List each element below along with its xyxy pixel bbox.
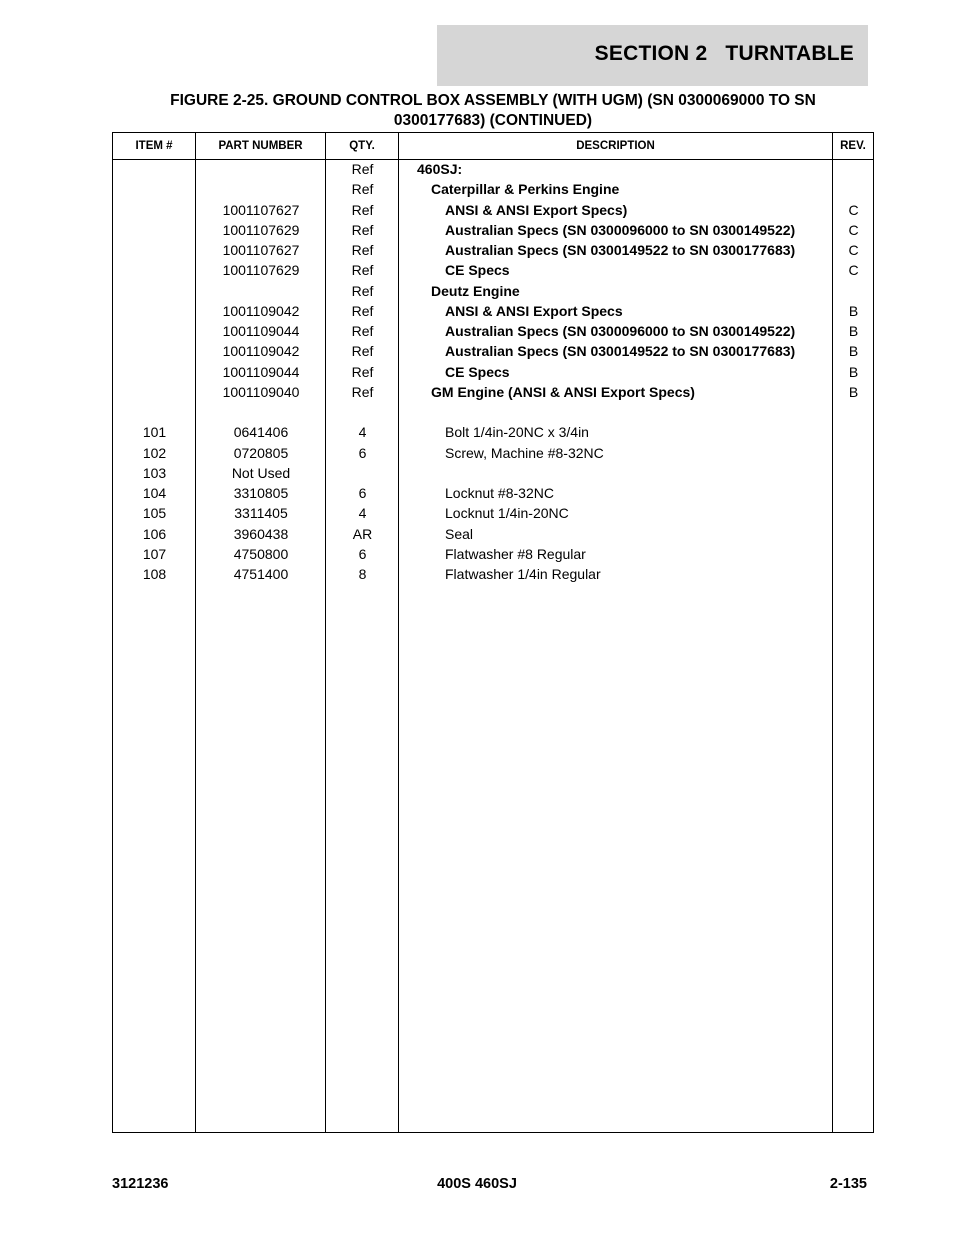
quantity: 6: [358, 485, 367, 501]
description: CE Specs: [445, 262, 510, 279]
description: Australian Specs (SN 0300096000 to SN 0300149522): [445, 221, 796, 238]
part-number: 1001109044: [222, 363, 300, 380]
table-row: [113, 200, 873, 220]
table-row: [113, 220, 873, 240]
table-row: [113, 402, 873, 422]
quantity: 4: [358, 505, 367, 522]
description: ANSI & ANSI Export Specs): [445, 201, 628, 218]
table-row: [113, 422, 873, 442]
item-number: 105: [142, 505, 167, 522]
part-number: Not Used: [231, 464, 291, 481]
revision: B: [848, 343, 859, 360]
revision: B: [848, 383, 859, 400]
table-row: [113, 524, 873, 544]
table-row: [113, 281, 873, 301]
revision: C: [848, 242, 859, 258]
quantity: 4: [358, 424, 367, 441]
column-header-part-number: PART NUMBER: [218, 140, 303, 152]
figure-title-line-2: 0300177683) (CONTINUED): [393, 112, 593, 129]
table-row: [113, 463, 873, 483]
description: Flatwasher 1/4in Regular: [445, 566, 601, 582]
section-title: SECTION 2 TURNTABLE: [594, 42, 854, 65]
part-number: 1001107627: [222, 242, 300, 258]
quantity: Ref: [351, 161, 374, 177]
column-header-item: ITEM #: [135, 140, 173, 152]
item-number: 106: [142, 525, 167, 542]
table-row: [113, 564, 873, 584]
description: Bolt 1/4in-20NC x 3/4in: [445, 424, 589, 441]
table-row: [113, 483, 873, 503]
parts-table: [112, 132, 874, 1133]
table-row: [113, 240, 873, 260]
description: Australian Specs (SN 0300149522 to SN 0300177683): [445, 343, 796, 360]
part-number: 1001107629: [222, 262, 300, 279]
part-number: 1001107629: [222, 221, 300, 238]
quantity: Ref: [351, 181, 374, 198]
description: Flatwasher #8 Regular: [445, 545, 586, 562]
section-banner: [437, 25, 868, 86]
quantity: 6: [358, 545, 367, 562]
description: Caterpillar & Perkins Engine: [431, 181, 620, 198]
part-number: 1001109044: [222, 323, 300, 339]
table-row: [113, 341, 873, 361]
table-row: [113, 443, 873, 463]
table-row: [113, 321, 873, 341]
description: Locknut 1/4in-20NC: [445, 505, 569, 522]
quantity: Ref: [351, 201, 374, 218]
description: Australian Specs (SN 0300149522 to SN 0300177683): [445, 242, 796, 258]
description: CE Specs: [445, 363, 510, 380]
part-number: 4750800: [233, 545, 289, 562]
quantity: Ref: [351, 262, 374, 279]
description: ANSI & ANSI Export Specs: [445, 302, 623, 319]
part-number: 0720805: [233, 444, 289, 461]
table-row: [113, 382, 873, 402]
table-row: [113, 301, 873, 321]
description: Seal: [445, 525, 474, 542]
description: Deutz Engine: [431, 282, 520, 299]
part-number: 1001109042: [222, 302, 300, 319]
description: Australian Specs (SN 0300096000 to SN 0300149522): [445, 323, 796, 339]
figure-title: [112, 91, 874, 131]
item-number: 102: [142, 444, 167, 461]
item-number: 107: [142, 545, 167, 562]
figure-title-line-1: FIGURE 2-25. GROUND CONTROL BOX ASSEMBLY (WITH UGM) (SN 0300069000 TO SN: [170, 92, 816, 109]
revision: C: [848, 221, 859, 238]
quantity: Ref: [351, 302, 374, 319]
revision: B: [848, 302, 859, 319]
column-header-description: DESCRIPTION: [576, 140, 655, 152]
table-row: [113, 503, 873, 523]
quantity: Ref: [351, 343, 374, 360]
part-number: 3960438: [233, 525, 289, 542]
part-number: 0641406: [233, 424, 289, 441]
quantity: Ref: [351, 323, 374, 339]
part-number: 1001107627: [222, 201, 300, 218]
quantity: AR: [352, 525, 373, 542]
part-number: 1001109042: [222, 343, 300, 360]
table-body: [113, 159, 873, 584]
footer-doc-number: 3121236: [112, 1176, 169, 1192]
item-number: 108: [142, 566, 167, 582]
table-row: [113, 544, 873, 564]
revision: C: [848, 201, 859, 218]
item-number: 101: [142, 424, 167, 441]
description: Locknut #8-32NC: [445, 485, 554, 501]
quantity: Ref: [351, 282, 374, 299]
quantity: 6: [358, 444, 367, 461]
item-number: 104: [142, 485, 167, 501]
part-number: 1001109040: [222, 383, 300, 400]
part-number: 3310805: [233, 485, 289, 501]
quantity: 8: [358, 566, 367, 582]
revision: B: [848, 323, 859, 339]
column-header-qty: QTY.: [349, 140, 375, 152]
table-row: [113, 362, 873, 382]
footer-model: 400S 460SJ: [437, 1176, 517, 1192]
description: GM Engine (ANSI & ANSI Export Specs): [431, 383, 695, 400]
quantity: Ref: [351, 363, 374, 380]
description: 460SJ:: [417, 161, 463, 177]
footer-page-number: 2-135: [829, 1176, 867, 1192]
item-number: 103: [142, 464, 167, 481]
table-row: [113, 159, 873, 179]
part-number: 4751400: [233, 566, 289, 582]
table-row: [113, 260, 873, 280]
part-number: 3311405: [234, 505, 288, 522]
quantity: Ref: [351, 383, 374, 400]
description: Screw, Machine #8-32NC: [445, 444, 604, 461]
revision: C: [848, 262, 859, 279]
quantity: Ref: [351, 221, 374, 238]
quantity: Ref: [351, 242, 374, 258]
revision: B: [848, 363, 859, 380]
column-header-rev: REV.: [840, 140, 866, 152]
table-row: [113, 179, 873, 199]
